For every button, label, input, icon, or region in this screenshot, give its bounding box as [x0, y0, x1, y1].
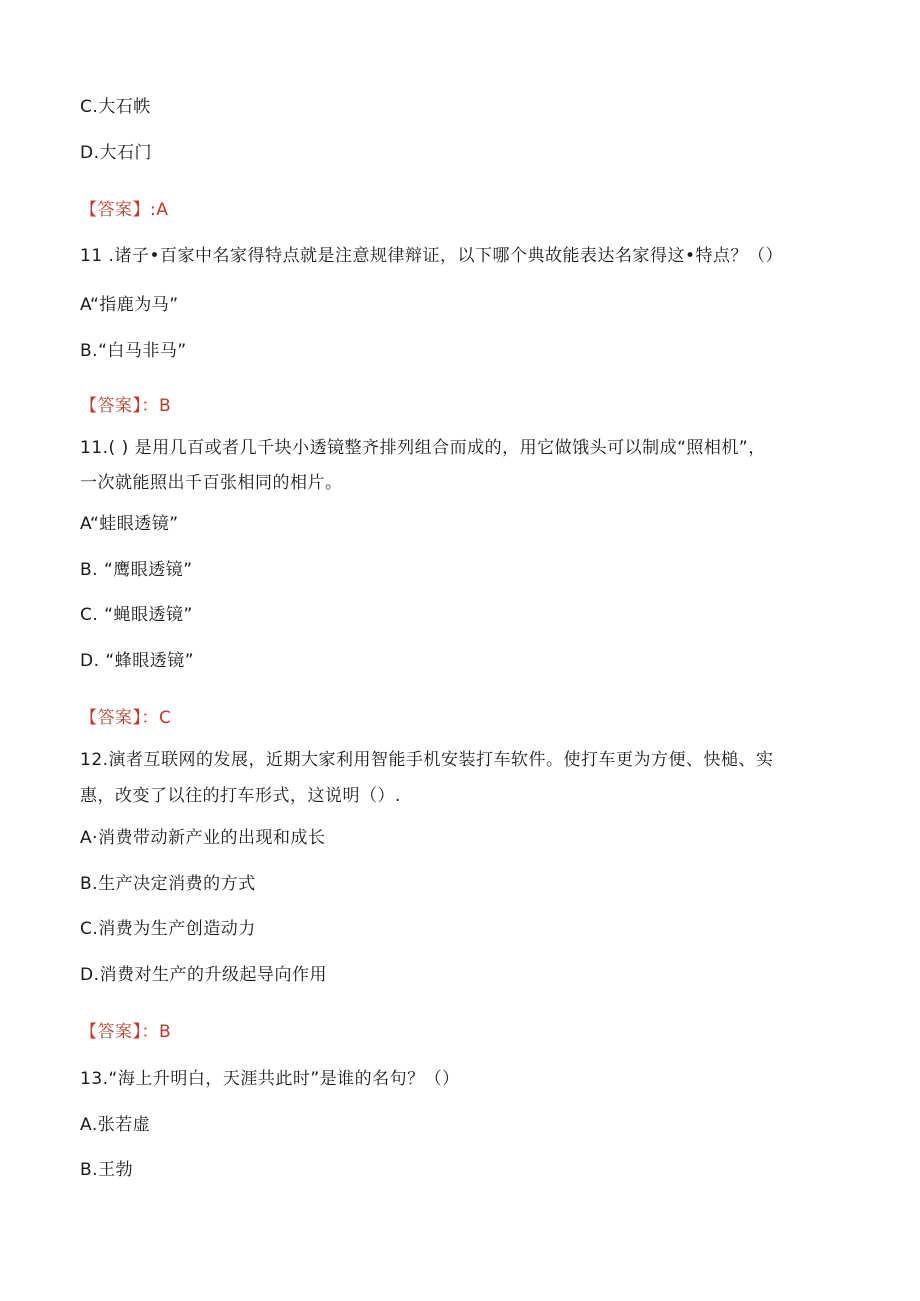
answer-label: 【答案】：B	[80, 396, 172, 416]
option-a: A.张若虚	[80, 1115, 151, 1135]
option-d: D. “蜂眼透镜”	[80, 651, 195, 671]
option-b: B.王勃	[80, 1160, 134, 1180]
option-c: C. “蝇眼透镜”	[80, 605, 193, 625]
question-text-continued: 一次就能照出千百张相同的相片。	[80, 473, 343, 493]
answer-label: 【答案】：B	[80, 1022, 172, 1042]
question-text: 13.“海上升明白，天涯共此时”是谁的名句？（）	[80, 1069, 460, 1089]
option-b: B.生产决定消费的方式	[80, 874, 256, 894]
answer-label: 【答案】：C	[80, 708, 172, 728]
option-c: C.消费为生产创造动力	[80, 919, 256, 939]
option-d: D.大石门	[80, 143, 152, 163]
option-a: A“蛙眼透镜”	[80, 514, 179, 534]
answer-label: 【答案】:A	[80, 200, 169, 220]
question-text: 11 .诸子•百家中名家得特点就是注意规律辩证，以下哪个典故能表达名家得这•特点？（）	[80, 246, 783, 266]
option-b: B.“白马非马”	[80, 341, 187, 361]
option-b: B. “鹰眼透镜”	[80, 560, 193, 580]
question-text-continued: 惠，改变了以往的打车形式，这说明（）.	[80, 786, 401, 806]
option-c: C.大石帙	[80, 97, 151, 117]
question-text: 11.( ) 是用几百或者几千块小透镜整齐排列组合而成的，用它做饿头可以制成“照相机”，	[80, 438, 766, 458]
option-a: A·消费带动新产业的出现和成长	[80, 828, 326, 848]
option-a: A“指鹿为马”	[80, 295, 179, 315]
question-text: 12.演者互联网的发展，近期大家利用智能手机安装打车软件。使打车更为方便、快槌、实	[80, 750, 774, 770]
option-d: D.消费对生产的升级起导向作用	[80, 965, 327, 985]
